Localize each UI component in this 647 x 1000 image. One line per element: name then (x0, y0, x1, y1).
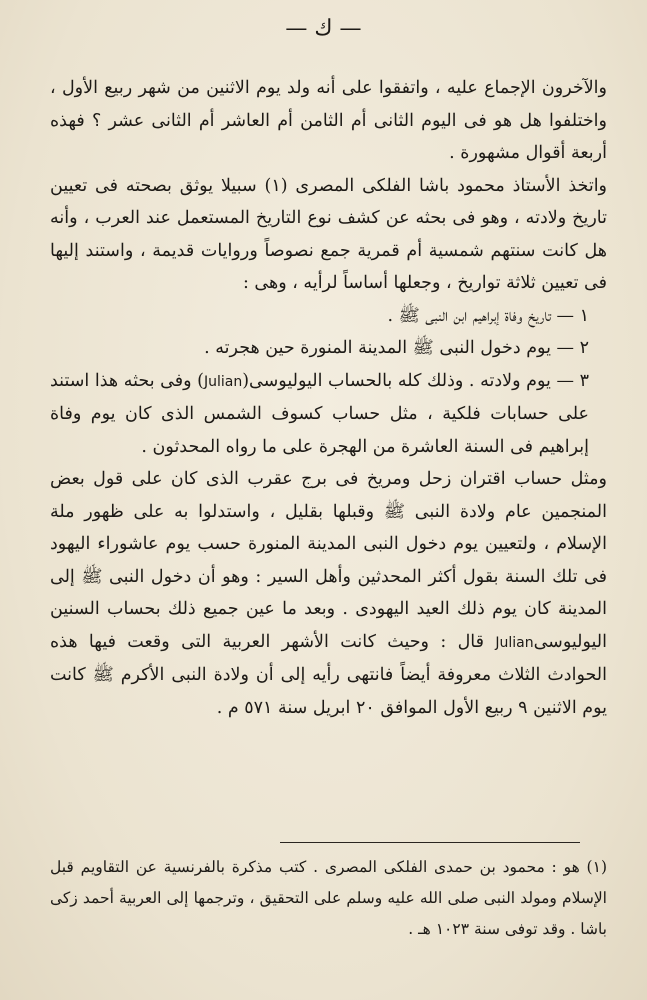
paragraph-2: واتخذ الأستاذ محمود باشا الفلكى المصرى (١) سبيلا يوثق بصحته فى تعيين تاريخ ولادته ، وهو فى بحثه عن كشف نوع التاريخ المستعمل عند العرب ، وأنه هل كانت سنتهم شمسية أم قمرية جمع نصوصاً وروايات قديمة ، واستند إليها فى تعيين ثلاثة تواريخ ، وجعلها أساساً لرأيه ، وهى : (50, 175, 608, 293)
list-item-3-text-a: ٣ — يوم ولادته . وذلك كله بالحساب اليوليوسى( (242, 370, 589, 391)
list-item-3 (50, 365, 607, 464)
footnote-text: (١) هو : محمود بن حمدى الفلكى المصرى . كتب مذكرة بالفرنسية عن التقاويم قبل الإسلام ومولد النبى صلى الله عليه وسلم على التحقيق ، وترجمها إلى العربية أحمد زكى باشا . وقد توفى سنة ١٠٢٣ هـ . (50, 858, 607, 938)
paragraph-1: والآخرون الإجماع عليه ، واتفقوا على أنه ولد يوم الاثنين من شهر ربيع الأول ، واختلفوا هل هو فى اليوم الثانى أم الثامن أم العاشر أم الثانى عشر ؟ فهذه أربعة أقوال مشهورة . (50, 78, 607, 163)
paragraph-4-text-b: قال : وحيث كانت الأشهر العربية التى وقعت فيها هذه الحوادث الثلاث معروفة أيضاً فانتهى رأيه إلى أن ولادة النبى الأكرم ﷺ كانت يوم الاثنين ٩ ربيع الأول الموافق ٢٠ ابريل سنة ٥٧١ م . (50, 631, 607, 718)
julian-term-1: Julian (203, 373, 243, 390)
paragraph-4 (50, 463, 607, 724)
julian-term-2: Julian (495, 634, 534, 651)
main-text (50, 72, 607, 724)
paragraph-4-text-a: ومثل حساب اقتران زحل ومريخ فى برج عقرب الذى كان على قول بعض المنجمين عام ولادة النبى ﷺ وقبلها بقليل ، واستدلوا به على ظهور ملة الإسلام ، ولتعيين يوم دخول النبى المدينة المنورة حسب يوم عاشوراء اليهود فى تلك السنة بقول أكثر المحدثين وأهل السير : وهو أن دخول النبى ﷺ إلى المدينة كان يوم ذلك العيد اليهودى . وبعد ما عين جميع ذلك بحساب السنين اليوليوسى (50, 469, 607, 652)
footnote (50, 852, 607, 945)
footnote-divider (280, 842, 580, 843)
page-number: — ك — (285, 16, 362, 41)
list-item-3-text-b: ) وفى بحثه هذا استند على حسابات فلكية ، مثل حساب كسوف الشمس الذى كان يوم وفاة إبراهيم فى السنة العاشرة من الهجرة على ما رواه المحدثون . (50, 370, 589, 457)
list-item-1: ١ — تاريخ وفاة إبراهيم ابن النبى ﷺ . (387, 305, 589, 326)
list-item-2: ٢ — يوم دخول النبى ﷺ المدينة المنورة حين هجرته . (204, 338, 589, 358)
